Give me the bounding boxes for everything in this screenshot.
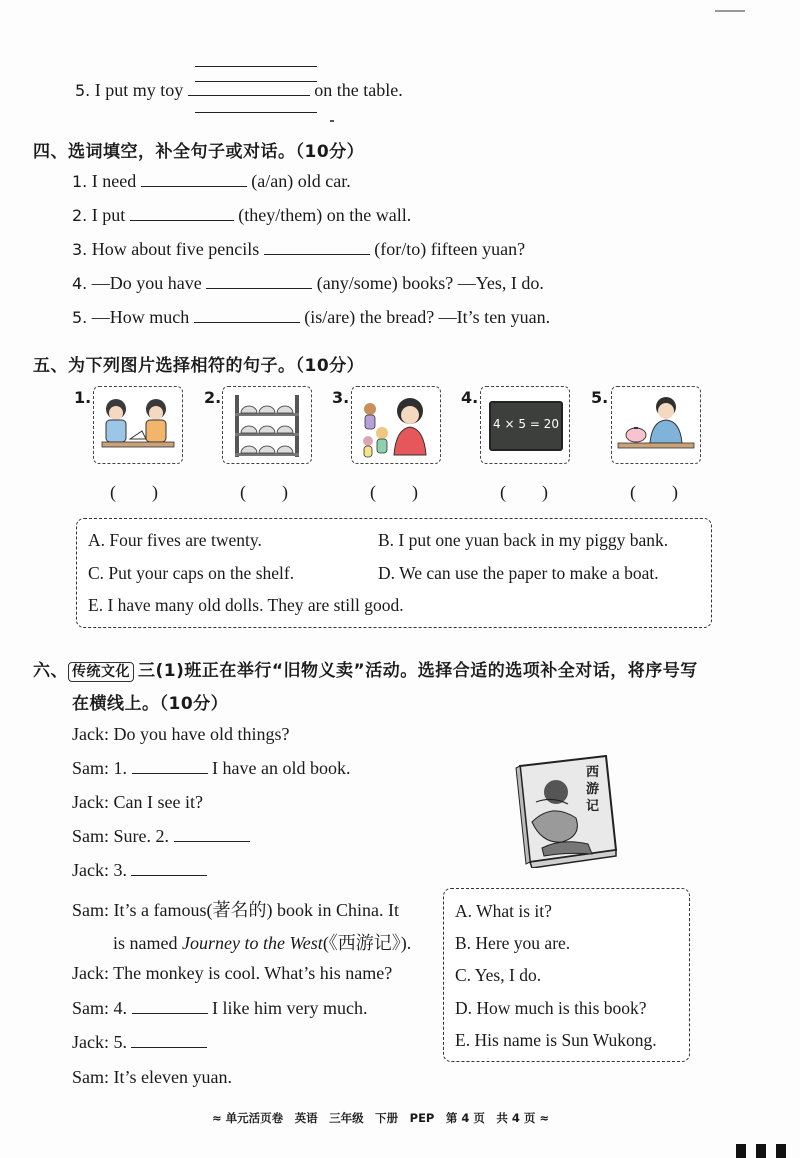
q6-option-c: C. Yes, I do. (455, 965, 542, 985)
item-text-before: —Do you have (91, 273, 202, 293)
item-text-after: (they/them) on the wall. (238, 205, 412, 225)
dialog-line-3: Jack: Can I see it? (72, 792, 203, 812)
dialog-line-2 (72, 758, 350, 779)
dialog-text: is named (113, 933, 182, 953)
item-number: 3. (72, 240, 88, 259)
dialog-text: Sam: 1. (72, 758, 128, 778)
q6-option-a: A. What is it? (455, 901, 552, 921)
pic-number-2: 2. (204, 388, 222, 407)
answer-blank[interactable] (206, 274, 312, 289)
q5-option-b: B. I put one yuan back in my piggy bank. (378, 530, 669, 550)
pic-number-4: 4. (461, 388, 479, 407)
q3-item-5 (75, 80, 403, 101)
item-number: 2. (72, 206, 88, 225)
answer-blank[interactable] (130, 206, 234, 221)
answer-blank[interactable] (264, 240, 370, 255)
journey-to-the-west-book-icon (512, 752, 620, 868)
item-number: 1. (72, 172, 88, 191)
q5-option-d: D. We can use the paper to make a boat. (378, 563, 659, 583)
blackboard-text: 4 × 5 = 20 (493, 417, 559, 431)
dialog-text: Jack: 5. (72, 1032, 127, 1052)
answer-blank-3[interactable] (131, 861, 207, 876)
item-number: 5. (72, 308, 88, 327)
shelf-with-caps-icon (222, 386, 312, 464)
dialog-text: Sam: Sure. 2. (72, 826, 169, 846)
item-number: 5. (75, 81, 91, 100)
children-sharing-paper-icon (93, 386, 183, 464)
heading-text: 三(1)班正在举行“旧物义卖”活动。选择合适的选项补全对话，将序号写 (138, 661, 698, 681)
answer-paren-2[interactable]: ( ) (240, 482, 288, 502)
answer-paren-4[interactable]: ( ) (500, 482, 548, 502)
dialog-text: I like him very much. (212, 998, 368, 1018)
item-text-before: How about five pencils (91, 239, 260, 259)
item-number: 4. (72, 274, 88, 293)
q5-option-e: E. I have many old dolls. They are still good. (88, 595, 404, 615)
item-text-after: (any/some) books? —Yes, I do. (316, 273, 544, 293)
dialog-line-1: Jack: Do you have old things? (72, 724, 290, 744)
q6-heading-line-2: 在横线上。（10分） (72, 694, 229, 714)
q4-heading: 四、选词填空，补全句子或对话。（10分） (33, 142, 365, 162)
q5-option-c: C. Put your caps on the shelf. (88, 563, 295, 583)
q5-option-a: A. Four fives are twenty. (88, 530, 262, 550)
answer-blank-4[interactable] (132, 999, 208, 1014)
q6-option-d: D. How much is this book? (455, 998, 647, 1018)
answer-blank[interactable] (194, 308, 300, 323)
dialog-text: Jack: 3. (72, 860, 127, 880)
dialog-text: (《西游记》). (322, 933, 412, 953)
culture-tag: 传统文化 (68, 662, 134, 682)
q4-item-5 (72, 307, 550, 328)
dialog-text: Sam: 4. (72, 998, 128, 1018)
dialog-line-5 (72, 860, 207, 881)
answer-blank-1[interactable] (132, 759, 208, 774)
q6-heading-line-1 (33, 656, 698, 682)
dialog-line-11: Sam: It’s eleven yuan. (72, 1067, 232, 1087)
dialog-line-9 (72, 998, 367, 1019)
book-cover-title: 西游记 (586, 765, 600, 814)
pic-number-3: 3. (332, 388, 350, 407)
section-prefix: 六、 (33, 661, 68, 681)
q4-item-1 (72, 171, 351, 192)
q4-item-4 (72, 273, 544, 294)
answer-blank[interactable] (188, 81, 310, 96)
blackboard-icon (480, 386, 570, 464)
dialog-text: I have an old book. (212, 758, 351, 778)
girl-with-old-dolls-icon (351, 386, 441, 464)
answer-paren-5[interactable]: ( ) (630, 482, 678, 502)
dialog-line-6: Sam: It’s a famous(著名的) book in China. It (72, 900, 399, 920)
answer-blank[interactable] (141, 172, 247, 187)
answer-paren-1[interactable]: ( ) (110, 482, 158, 502)
pic-number-1: 1. (74, 388, 92, 407)
dialog-line-7 (113, 929, 411, 955)
q6-option-e: E. His name is Sun Wukong. (455, 1030, 657, 1050)
item-text-before: I put (91, 205, 126, 225)
item-text-after: on the table. (314, 80, 403, 100)
pic-number-5: 5. (591, 388, 609, 407)
answer-paren-3[interactable]: ( ) (370, 482, 418, 502)
boy-with-piggy-bank-icon (611, 386, 701, 464)
item-text-before: I need (91, 171, 137, 191)
item-text-before: I put my toy (94, 80, 184, 100)
answer-blank-5[interactable] (131, 1033, 207, 1048)
dot-decor (330, 120, 334, 122)
item-text-after: (for/to) fifteen yuan? (374, 239, 526, 259)
item-text-after: (is/are) the bread? —It’s ten yuan. (304, 307, 551, 327)
q5-heading: 五、为下列图片选择相符的句子。（10分） (33, 356, 365, 376)
dialog-line-10 (72, 1032, 207, 1053)
q4-item-2 (72, 205, 411, 226)
page-footer: ≈ 单元活页卷 英语 三年级 下册 PEP 第 4 页 共 4 页 ≈ (212, 1111, 550, 1125)
dialog-line-4 (72, 826, 250, 847)
q6-option-b: B. Here you are. (455, 933, 571, 953)
tick-mark-decor (715, 10, 745, 12)
item-text-before: —How much (91, 307, 190, 327)
corner-marks-decor (736, 1144, 800, 1158)
item-text-after: (a/an) old car. (251, 171, 351, 191)
answer-blank-2[interactable] (174, 827, 250, 842)
dialog-line-8: Jack: The monkey is cool. What’s his name? (72, 963, 393, 983)
book-title-italic: Journey to the West (182, 933, 323, 953)
q4-item-3 (72, 239, 525, 260)
